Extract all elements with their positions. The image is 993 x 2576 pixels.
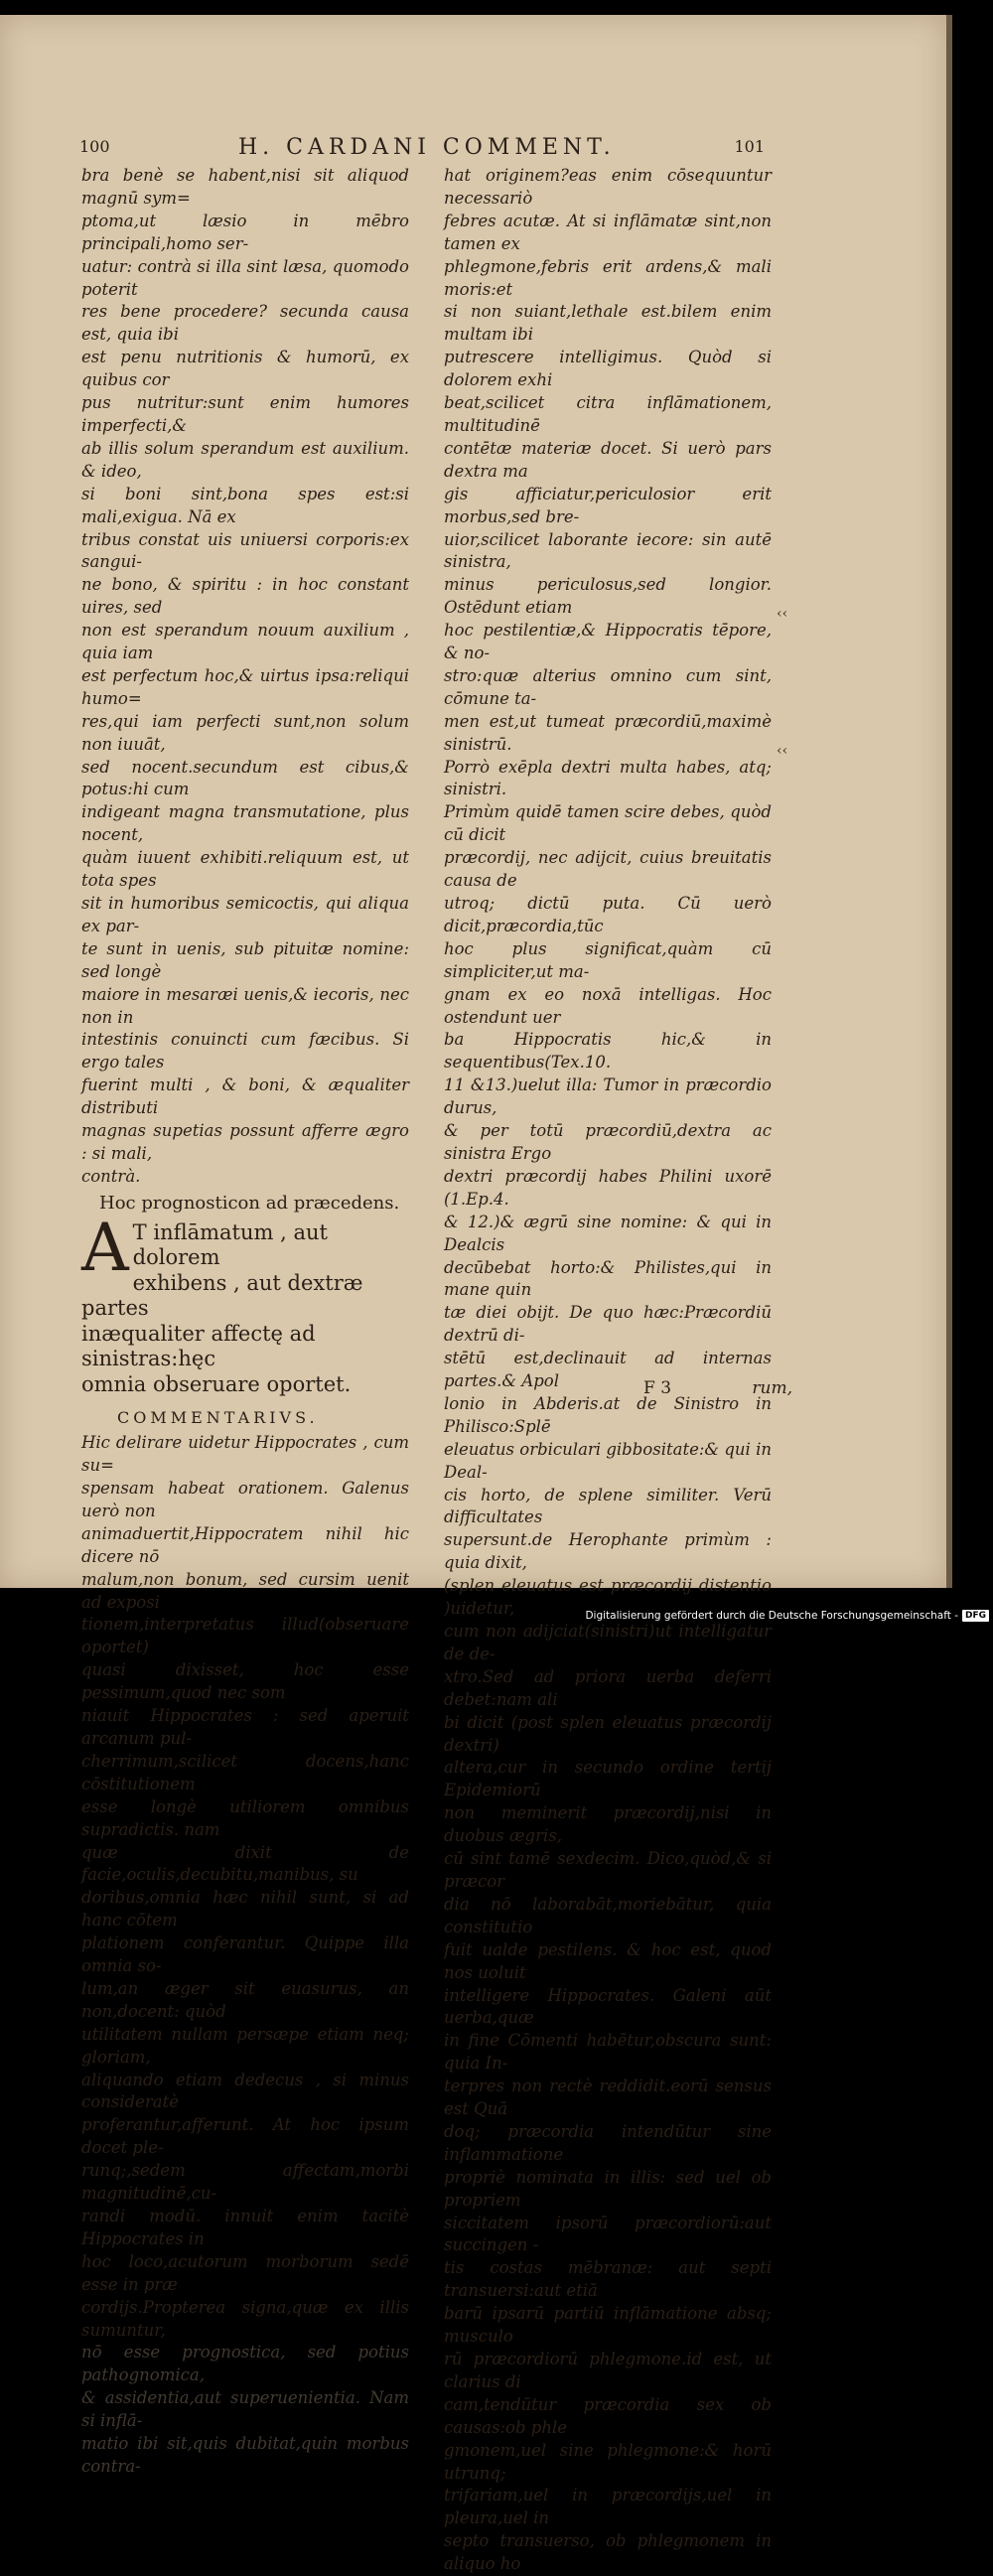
text-line: omnia obseruare oportet.	[81, 1371, 352, 1396]
text-line: plationem conferantur. Quippe illa omnia so-	[81, 1933, 409, 1976]
text-line: cum non adijciat(sinistri)ut intelligatur de de-	[444, 1622, 772, 1663]
text-line: tæ diei obijt. De quo hæc:Præcordiū dextrū di-	[444, 1303, 772, 1346]
text-line: te sunt in uenis, sub pituitæ nomine: sed longè	[81, 938, 409, 981]
drop-cap: A	[81, 1209, 129, 1286]
text-line: tionem,interpretatus illud(obseruare oportet)	[81, 1615, 409, 1657]
text-line: eleuatus orbiculari gibbositate:& qui in Deal-	[444, 1439, 772, 1482]
text-line: cū sint tamē sexdecim. Dico,quòd,& si præcor	[444, 1849, 772, 1891]
text-line: magnas supetias possunt afferre ægro : si mali,	[81, 1121, 409, 1163]
margin-quote-mark-2: ‹‹	[777, 743, 788, 759]
text-line: siccitatem ipsorū præcordiorū:aut succingen -	[444, 2213, 772, 2255]
lemma-block	[81, 1209, 409, 1398]
text-line: nō esse prognostica, sed potius pathognomica,	[81, 2343, 409, 2385]
text-line: præcordij, nec adijcit, cuius breuitatis causa de	[444, 848, 772, 891]
text-line: cherrimum,scilicet docens,hanc cōstitutionem	[81, 1751, 409, 1793]
text-line: Primùm quidē tamen scire debes, quòd cū dicit	[444, 802, 772, 845]
text-line: ab illis solum sperandum est auxilium. & ideo,	[81, 438, 409, 481]
catchword: rum,	[752, 1378, 792, 1398]
text-line: quasi dixisset, hoc esse pessimum,quod nec som	[81, 1660, 409, 1703]
page-number-right: 101	[734, 137, 765, 156]
text-line: 11 &13.)uelut illa: Tumor in præcordio durus,	[444, 1075, 772, 1118]
text-line: ba Hippocratis hic,& in sequentibus(Tex.10.	[444, 1030, 772, 1073]
text-line: bra benè se habent,nisi sit aliquod magnū sym=	[81, 166, 409, 208]
text-line: quàm iuuent exhibiti.reliquum est, ut tota spes	[81, 848, 409, 891]
text-line: niauit Hippocrates : sed aperuit arcanum pul-	[81, 1706, 409, 1748]
left-paragraph-1	[81, 165, 409, 1189]
text-line: men est,ut tumeat præcordiū,maximè sinistrū.	[444, 711, 772, 754]
text-line: septo transuerso, ob phlegmonem in aliquo ho	[444, 2531, 772, 2574]
text-line: proferantur,afferunt. At hoc ipsum docet ple-	[81, 2115, 409, 2158]
text-line: matio ibi sit,quis dubitat,quin morbus contra-	[81, 2434, 409, 2476]
text-line: res,qui iam perfecti sunt,non solum non iuuāt,	[81, 711, 409, 754]
text-line: contētæ materiæ docet. Si uerò pars dextra ma	[444, 438, 772, 481]
text-line: sit in humoribus semicoctis, qui aliqua ex par-	[81, 894, 409, 935]
text-line: propriè nominata in illis: sed uel ob propriem	[444, 2167, 772, 2210]
text-line: animaduertit,Hippocratem nihil hic dicere nō	[81, 1523, 409, 1566]
text-line: hat originem?eas enim cōsequuntur necessariò	[444, 166, 772, 208]
text-line: supersunt.de Herophante primùm : quia dixit,	[444, 1530, 772, 1573]
digitization-notice	[585, 1607, 989, 1624]
text-line: & assidentia,aut superuenientia. Nam si inflā-	[81, 2388, 409, 2431]
text-line: inæqualiter affectę ad sinistras:hęc	[81, 1321, 316, 1371]
text-line: minus periculosus,sed longior. Ostēdunt etiam	[444, 575, 772, 618]
text-line: aliquando etiam dedecus , si minus consideratè	[81, 2070, 409, 2112]
running-header	[79, 135, 765, 161]
page-number-left: 100	[79, 137, 110, 156]
right-column	[444, 165, 772, 2576]
text-line: cam,tendūtur præcordia sex ob causas:ob phle	[444, 2394, 772, 2437]
text-line: in fine Cōmenti habētur,obscura sunt: quia In-	[444, 2031, 772, 2074]
text-line: sed nocent.secundum est cibus,& potus:hi cum	[81, 757, 409, 799]
text-line: doq; præcordia intendūtur sine inflammatione	[444, 2121, 772, 2164]
text-line: est penu nutritionis & humorū, ex quibus cor	[81, 348, 409, 390]
text-line: febres acutæ. At si inflāmatæ sint,non tamen ex	[444, 211, 772, 253]
text-line: gmonem,uel sine phlegmone:& horū utrunq;	[444, 2440, 772, 2483]
text-line: putrescere intelligimus. Quòd si dolorem exhi	[444, 348, 772, 390]
text-line: res bene procedere? secunda causa est, quia ibi	[81, 302, 409, 345]
text-line: dia nō laborabāt,moriebātur, quia constitutio	[444, 1894, 772, 1936]
text-line: utilitatem nullam persæpe etiam neq; gloriam,	[81, 2024, 409, 2067]
text-line: stro:quæ alterius omnino cum sint, cōmune ta-	[444, 665, 772, 708]
text-line: uatur: contrà si illa sint læsa, quomodo poterit	[81, 256, 409, 299]
text-line: gnam ex eo noxā intelligas. Hoc ostendunt uer	[444, 984, 772, 1027]
text-line: stētū est,declinauit ad internas partes.& Apol	[444, 1349, 772, 1391]
text-line: & per totū præcordiū,dextra ac sinistra Ergo	[444, 1121, 772, 1163]
text-line: cis horto, de splene similiter. Verū difficultates	[444, 1485, 772, 1527]
text-line: ptoma,ut læsio in mēbro principali,homo ser-	[81, 211, 409, 253]
text-line: beat,scilicet citra inflāmationem, multitudinē	[444, 393, 772, 435]
section-intro: Hoc prognosticon ad præcedens.	[99, 1192, 400, 1214]
text-line: gis afficiatur,periculosior erit morbus,sed bre-	[444, 484, 772, 526]
text-line: altera,cur in secundo ordine tertij Epidemiorū	[444, 1758, 772, 1800]
text-line: ne bono, & spiritu : in hoc constant uires, sed	[81, 575, 409, 618]
text-line: intestinis conuincti cum fæcibus. Si ergo tales	[81, 1030, 409, 1073]
text-line: est perfectum hoc,& uirtus ipsa:reliqui humo=	[81, 665, 409, 708]
text-line: tribus constat uis uniuersi corporis:ex sangui-	[81, 529, 409, 572]
running-title: H. CARDANI COMMENT.	[238, 135, 616, 160]
text-line: fuit ualde pestilens. & hoc est, quod nos uoluit	[444, 1939, 772, 1982]
text-line: lum,an æger sit euasurus, an non,docent: quòd	[81, 1978, 409, 2021]
text-line: uior,scilicet laborante iecore: sin autē sinistra,	[444, 529, 772, 572]
text-line: xtro.Sed ad priora uerba deferri debet:nam ali	[444, 1666, 772, 1709]
commentary-heading: COMMENTARIVS.	[117, 1408, 319, 1428]
text-line: bi dicit (post splen eleuatus præcordij dextri)	[444, 1712, 772, 1755]
text-line: rū præcordiorū phlegmone.id est, ut clarius di	[444, 2350, 772, 2391]
page-footer	[643, 1378, 792, 1404]
text-line: fuerint multi , & boni, & æqualiter distributi	[81, 1075, 409, 1118]
text-line: exhibens , aut dextræ partes	[81, 1270, 363, 1321]
text-line: runq;,sedem affectam,morbi magnitudinē,cu-	[81, 2161, 409, 2204]
signature-mark: F 3	[643, 1378, 672, 1398]
text-line: hoc loco,acutorum morborum sedē esse in præ	[81, 2251, 409, 2294]
text-line: decūbebat horto:& Philistes,qui in mane quin	[444, 1257, 772, 1300]
text-line: tis costas mēbranæ: aut septi transuersi:aut etiā	[444, 2258, 772, 2301]
left-paragraph-2	[81, 1432, 409, 2479]
page-edge	[946, 15, 952, 1588]
text-line: Hic delirare uidetur Hippocrates , cum su=	[81, 1433, 409, 1476]
text-line: hoc plus significat,quàm cū simpliciter,ut ma-	[444, 938, 772, 981]
text-line: trifariam,uel in præcordijs,uel in pleura,uel in	[444, 2486, 772, 2528]
text-line: (splen eleuatus est præcordij distentio )uidetur,	[444, 1576, 772, 1619]
text-line: terpres non rectè reddidit.eorū sensus est Quā	[444, 2076, 772, 2119]
text-line: dextri præcordij habes Philini uxorē (1.Ep.4.	[444, 1166, 772, 1209]
text-line: quæ dixit de facie,oculis,decubitu,manibus, su	[81, 1842, 409, 1885]
text-line: non meminerit præcordij,nisi in duobus ægris,	[444, 1803, 772, 1846]
text-line: lonio in Abderis.at de Sinistro in Philisco:Splē	[444, 1393, 772, 1436]
text-line: si boni sint,bona spes est:si mali,exigua. Nā ex	[81, 484, 409, 526]
text-line: utroq; dictū puta. Cū uerò dicit,præcordia,tūc	[444, 894, 772, 935]
text-line: contrà.	[81, 1166, 141, 1186]
text-line: intelligere Hippocrates. Galeni aūt uerba,quæ	[444, 1985, 772, 2028]
text-line: indigeant magna transmutatione, plus nocent,	[81, 802, 409, 845]
text-line: non est sperandum nouum auxilium , quia iam	[81, 621, 409, 663]
text-line: maiore in mesaræi uenis,& iecoris, nec non in	[81, 984, 409, 1027]
text-line: barū ipsarū partiū inflāmatione absq; musculo	[444, 2304, 772, 2347]
text-line: & 12.)& ægrū sine nomine: & qui in Dealcis	[444, 1212, 772, 1254]
dfg-logo: DFG	[962, 1610, 989, 1622]
text-line: si non suiant,lethale est.bilem enim multam ibi	[444, 302, 772, 345]
left-column	[81, 165, 409, 2479]
text-line: T inflāmatum , aut dolorem	[132, 1219, 328, 1270]
text-line: cordijs.Propterea signa,quæ ex illis sumuntur,	[81, 2297, 409, 2340]
text-line: spensam habeat orationem. Galenus uerò non	[81, 1479, 409, 1520]
text-line: pus nutritur:sunt enim humores imperfecti,&	[81, 393, 409, 435]
text-line: randi modū. innuit enim tacitè Hippocrates in	[81, 2207, 409, 2248]
text-line: doribus,omnia hæc nihil sunt, si ad hanc cōtem	[81, 1888, 409, 1931]
text-line: malum,non bonum, sed cursim uenit ad exposi	[81, 1569, 409, 1612]
text-line: phlegmone,febris erit ardens,& mali moris:et	[444, 256, 772, 299]
text-line: hoc pestilentiæ,& Hippocratis tēpore, & no-	[444, 621, 772, 663]
digitization-text: Digitalisierung gefördert durch die Deutsche Forschungsgemeinschaft -	[585, 1609, 958, 1622]
text-line: Porrò exēpla dextri multa habes, atq; sinistri.	[444, 757, 772, 799]
margin-quote-mark-1: ‹‹	[777, 606, 788, 622]
text-line: esse longè utiliorem omnibus supradictis. nam	[81, 1796, 409, 1839]
